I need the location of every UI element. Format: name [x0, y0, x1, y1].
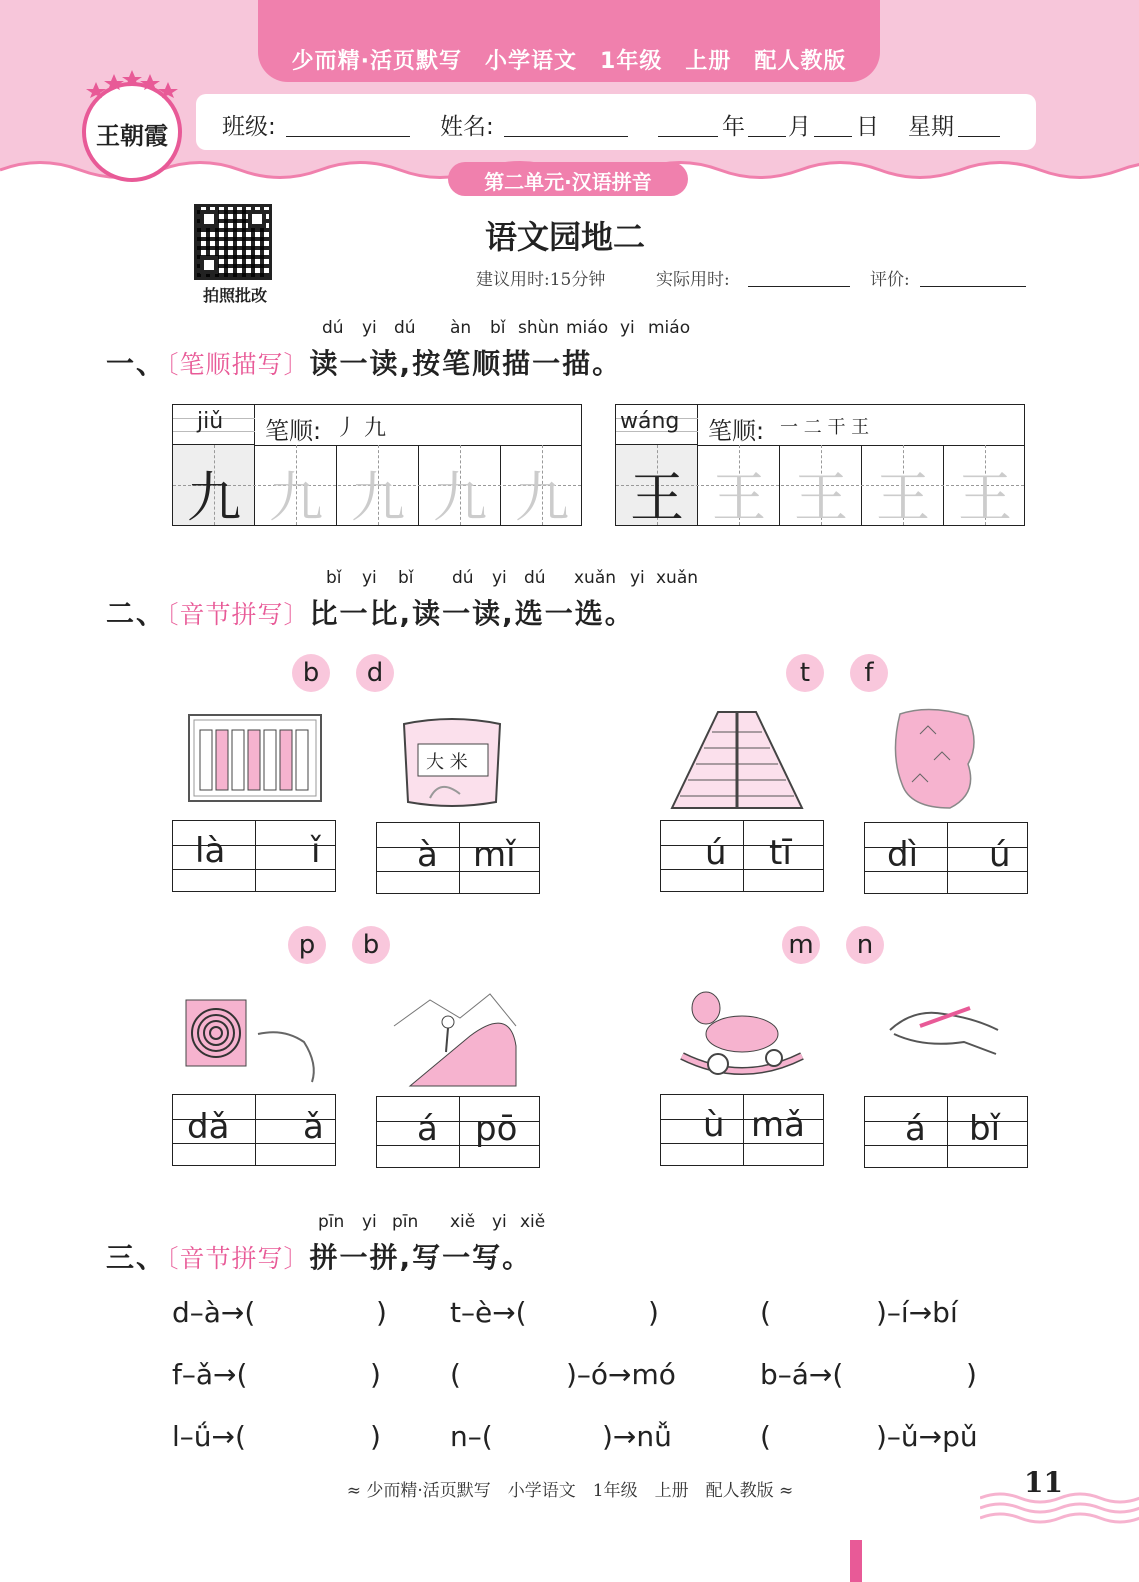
actual-time-field[interactable]	[748, 286, 850, 287]
pinyin-box[interactable]	[864, 822, 1028, 894]
exercise-prompt: d–à→(	[172, 1296, 256, 1329]
month-label: 月	[788, 114, 811, 140]
hand-writing-picture	[884, 994, 1004, 1064]
syllable-text: á	[905, 1109, 926, 1149]
stroke-order: 丿 九	[335, 416, 386, 441]
section-number: 二、	[106, 597, 167, 630]
pinyin-box[interactable]	[660, 820, 824, 892]
rating-field[interactable]	[920, 286, 1026, 287]
pinyin-pin: pīn	[392, 1212, 419, 1232]
option-bubble[interactable]: p	[288, 926, 326, 964]
pinyin-xie: xiě	[450, 1212, 476, 1232]
trace-char[interactable]: 王	[958, 466, 1012, 529]
option-bubble[interactable]: f	[850, 654, 888, 692]
exercise-blank-open[interactable]: (	[760, 1420, 771, 1453]
syllable-text: mǐ	[473, 835, 516, 875]
syllable-text: dǎ	[187, 1107, 230, 1147]
exercise-prompt: )–í→bí	[876, 1296, 958, 1329]
option-bubble[interactable]: n	[846, 926, 884, 964]
syllable-text: dì	[887, 835, 919, 875]
syllable-text: ù	[703, 1105, 725, 1145]
section-2-heading	[106, 592, 635, 632]
day-label: 日	[856, 114, 879, 140]
pinyin-xie: xiě	[520, 1212, 546, 1232]
section-tag: 〔音节拼写〕	[166, 1244, 310, 1273]
exercise-blank-open[interactable]: (	[760, 1296, 771, 1329]
exercise-prompt: )–ó→mó	[566, 1358, 676, 1391]
escalator-picture	[666, 704, 808, 812]
stroke-grid-wang	[615, 404, 1025, 529]
pinyin-yi: yi	[630, 568, 645, 588]
pinyin-du: dú	[394, 318, 416, 338]
option-bubble[interactable]: t	[786, 654, 824, 692]
day-field[interactable]	[814, 136, 852, 137]
option-bubble[interactable]: b	[352, 926, 390, 964]
map-picture	[890, 704, 980, 812]
trace-char[interactable]: 九	[269, 466, 323, 529]
section-3-heading	[106, 1236, 532, 1276]
weekday-label: 星期	[908, 114, 954, 140]
pinyin-box[interactable]	[172, 820, 336, 892]
section-tag: 〔音节拼写〕	[166, 600, 310, 629]
pinyin-box[interactable]	[660, 1094, 824, 1166]
syllable-text: mǎ	[751, 1105, 805, 1145]
trace-char[interactable]: 王	[712, 466, 766, 529]
target-darts-picture	[184, 994, 324, 1086]
exercise-blank-close[interactable]: )	[370, 1420, 381, 1453]
logo-stars-icon	[86, 68, 178, 98]
exercise-prompt: n–(	[450, 1420, 493, 1453]
section-tag: 〔笔顺描写〕	[166, 350, 310, 379]
syllable-text: tī	[769, 833, 792, 873]
section-instruction: 拼一拼,写一写。	[309, 1241, 533, 1274]
edge-tab	[850, 1540, 862, 1582]
stroke-label: 笔顺:	[265, 417, 322, 445]
pinyin-bi: bǐ	[490, 318, 506, 338]
unit-label: 第二单元·汉语拼音	[484, 170, 652, 194]
pinyin-du: dú	[322, 318, 344, 338]
exercise-blank-close[interactable]: )	[370, 1358, 381, 1391]
pinyin-miao: miáo	[566, 318, 609, 338]
section-instruction: 比一比,读一读,选一选。	[309, 597, 635, 630]
exercise-prompt: )→nǚ	[602, 1420, 672, 1453]
suggested-time: 建议用时:15分钟	[476, 270, 606, 290]
pinyin-yi: yi	[362, 568, 377, 588]
pinyin-bi: bǐ	[326, 568, 342, 588]
weekday-field[interactable]	[958, 136, 1000, 137]
pinyin-box[interactable]	[172, 1094, 336, 1166]
class-label: 班级:	[222, 114, 276, 140]
syllable-text: ǎ	[303, 1107, 324, 1147]
month-field[interactable]	[748, 136, 786, 137]
pinyin-yi: yi	[362, 1212, 377, 1232]
qr-label: 拍照批改	[202, 286, 267, 305]
name-field[interactable]	[504, 136, 628, 137]
pinyin-miao: miáo	[648, 318, 691, 338]
stroke-label: 笔顺:	[708, 417, 765, 445]
exercise-blank-close[interactable]: )	[966, 1358, 977, 1391]
series-title: 少而精·活页默写 小学语文 1年级 上册 配人教版	[291, 49, 847, 74]
syllable-text: ǐ	[311, 831, 321, 871]
pinyin-yi: yi	[492, 568, 507, 588]
exercise-blank-close[interactable]: )	[648, 1296, 659, 1329]
trace-char[interactable]: 九	[351, 466, 405, 529]
logo-text: 王朝霞	[96, 121, 168, 150]
pinyin-bi: bǐ	[398, 568, 414, 588]
stroke-order: 一 二 干 王	[780, 417, 870, 438]
section-instruction: 读一读,按笔顺描一描。	[309, 347, 623, 380]
pinyin-xuan: xuǎn	[574, 568, 617, 588]
option-bubble[interactable]: m	[782, 926, 820, 964]
pinyin-box[interactable]	[376, 1096, 540, 1168]
pinyin-yi: yi	[492, 1212, 507, 1232]
trace-char[interactable]: 九	[433, 466, 487, 529]
name-label: 姓名:	[440, 114, 494, 140]
exercise-blank-close[interactable]: )	[376, 1296, 387, 1329]
pinyin-box[interactable]	[864, 1096, 1028, 1168]
trace-char[interactable]: 九	[515, 466, 569, 529]
qr-code-icon[interactable]	[194, 204, 272, 280]
page-title: 语文园地二	[484, 218, 645, 256]
year-label: 年	[722, 114, 745, 140]
pinyin-du: dú	[452, 568, 474, 588]
pinyin-jiu: jiǔ	[197, 409, 224, 434]
section-1-heading	[106, 342, 622, 382]
trace-char[interactable]: 王	[794, 466, 848, 529]
pinyin-wang: wáng	[620, 409, 680, 434]
syllable-text: á	[417, 1109, 438, 1149]
pinyin-du: dú	[524, 568, 546, 588]
exercise-prompt: t–è→(	[450, 1296, 527, 1329]
model-char-jiu: 九	[187, 466, 241, 529]
pinyin-yi: yi	[362, 318, 377, 338]
rating-label: 评价:	[870, 270, 910, 290]
year-field[interactable]	[658, 136, 718, 137]
pinyin-an: àn	[450, 318, 472, 338]
page-number: 11	[1024, 1466, 1063, 1499]
rice-bag-label: 大 米	[426, 752, 468, 773]
syllable-text: ú	[705, 833, 727, 873]
pinyin-yi: yi	[620, 318, 635, 338]
syllable-text: ú	[989, 835, 1011, 875]
stroke-grid-jiu	[172, 404, 582, 529]
actual-time-label: 实际用时:	[656, 270, 730, 290]
syllable-text: à	[417, 835, 438, 875]
pinyin-shun: shùn	[518, 318, 560, 338]
exercise-blank-open[interactable]: (	[450, 1358, 461, 1391]
exercise-prompt: b–á→(	[760, 1358, 844, 1391]
trace-char[interactable]: 王	[876, 466, 930, 529]
pinyin-xuan: xuǎn	[656, 568, 699, 588]
syllable-text: pō	[475, 1109, 518, 1149]
section-number: 一、	[106, 347, 167, 380]
option-bubble[interactable]: d	[356, 654, 394, 692]
pinyin-box[interactable]	[376, 822, 540, 894]
syllable-text: bǐ	[969, 1109, 1001, 1149]
model-char-wang: 王	[630, 466, 684, 529]
syllable-text: là	[195, 831, 226, 871]
option-bubble[interactable]: b	[292, 654, 330, 692]
rocking-horse-picture	[674, 986, 810, 1082]
exercise-prompt: )–ǔ→pǔ	[876, 1420, 978, 1453]
pinyin-pin: pīn	[318, 1212, 345, 1232]
exercise-prompt: f–ǎ→(	[172, 1358, 248, 1391]
exercise-prompt: l–ǘ→(	[172, 1420, 246, 1453]
class-field[interactable]	[286, 136, 410, 137]
footer-series: ≈ 少而精·活页默写 小学语文 1年级 上册 配人教版 ≈	[346, 1481, 794, 1501]
hill-climb-picture	[390, 986, 520, 1088]
crayons-picture	[188, 714, 322, 802]
section-number: 三、	[106, 1241, 167, 1274]
